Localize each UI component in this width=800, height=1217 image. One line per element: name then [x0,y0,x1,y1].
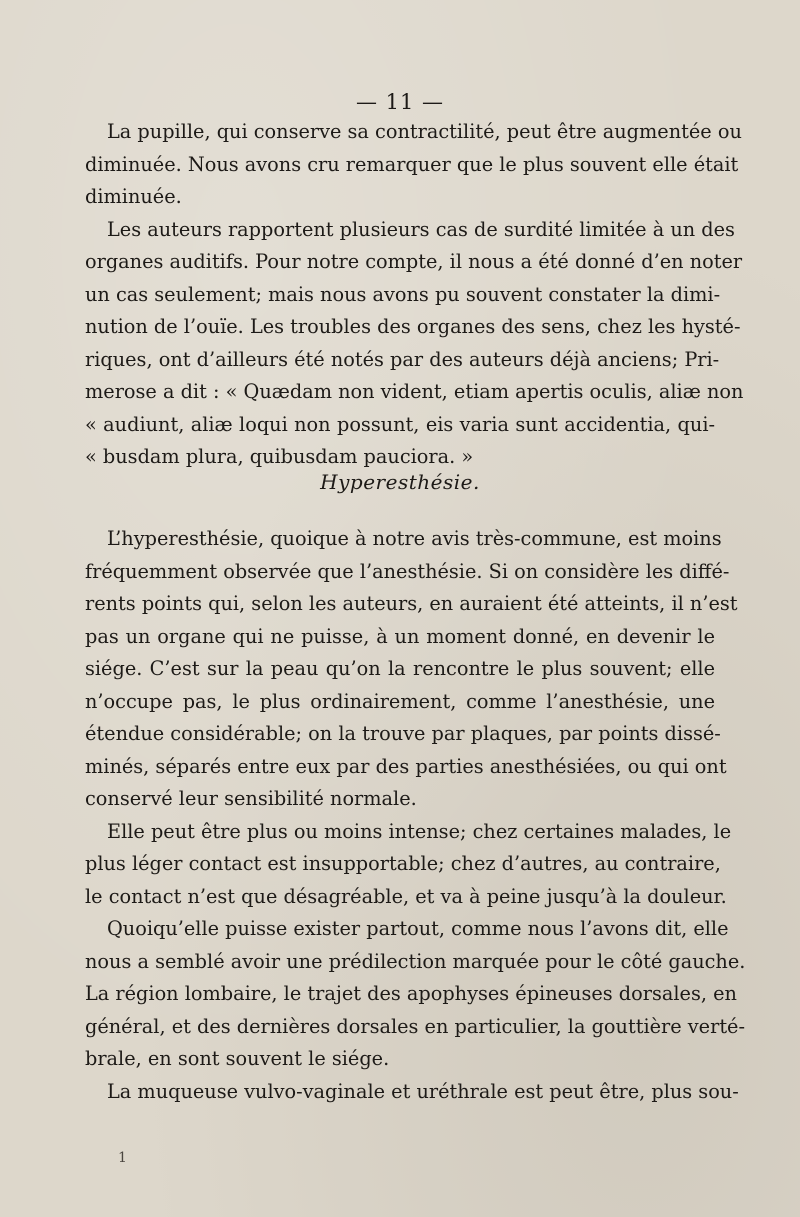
text-line: minés, séparés entre eux par des parties anesthésiées, ou qui ont [85,754,727,778]
text-line: nution de l’ouïe. Les troubles des organes des sens, chez les hysté- [85,315,741,338]
section-heading: Hyperesthésie. [320,470,480,494]
text-block-pupille [85,116,744,474]
text-line: rents points qui, selon les auteurs, en auraient été atteints, il n’est [85,592,738,615]
text-line: Quoiqu’elle puisse exister partout, comme nous l’avons dit, elle [107,917,729,940]
text-line: n’occupe pas, le plus ordinairement, comme l’anesthésie, une [85,689,715,713]
text-line: « audiunt, aliæ loqui non possunt, eis varia sunt accidentia, qui- [85,412,715,436]
page-number: — 11 — [355,90,445,114]
text-line: L’hyperesthésie, quoique à notre avis très-commune, est moins [107,527,722,550]
text-line: nous a semblé avoir une prédilection marquée pour le côté gauche. [85,949,746,973]
text-line: fréquemment observée que l’anesthésie. Si on considère les diffé- [85,559,730,583]
text-line: Elle peut être plus ou moins intense; chez certaines malades, le [107,819,732,843]
text-block-hyperesthesie [85,523,746,1108]
text-line: diminuée. Nous avons cru remarquer que le plus souvent elle était [85,152,739,176]
text-line: étendue considérable; on la trouve par plaques, par points dissé- [85,722,721,745]
footer-mark: 1 [118,1150,127,1166]
text-line: plus léger contact est insupportable; chez d’autres, au contraire, [85,852,721,875]
text-line: diminuée. [85,185,182,208]
text-line: La pupille, qui conserve sa contractilité, peut être augmentée ou [107,120,742,143]
text-line: La muqueuse vulvo-vaginale et uréthrale est peut être, plus sou- [107,1079,739,1103]
text-line: brale, en sont souvent le siége. [85,1047,390,1070]
text-line: merose a dit : « Quædam non vident, etiam apertis oculis, aliæ non [85,380,744,403]
text-line: La région lombaire, le trajet des apophyses épineuses dorsales, en [85,982,737,1005]
text-line: le contact n’est que désagréable, et va à peine jusqu’à la douleur. [85,884,727,908]
text-line: pas un organe qui ne puisse, à un moment donné, en devenir le [85,624,715,648]
text-line: conservé leur sensibilité normale. [85,787,417,810]
text-line: « busdam plura, quibusdam pauciora. » [85,445,474,468]
text-line: un cas seulement; mais nous avons pu souvent constater la dimi- [85,282,721,306]
text-line: riques, ont d’ailleurs été notés par des auteurs déjà anciens; Pri- [85,347,720,371]
text-line: organes auditifs. Pour notre compte, il nous a été donné d’en noter [85,250,743,273]
text-line: Les auteurs rapportent plusieurs cas de surdité limitée à un des [107,217,735,241]
text-line: siége. C’est sur la peau qu’on la rencontre le plus souvent; elle [85,657,715,680]
text-line: général, et des dernières dorsales en particulier, la gouttière verté- [85,1014,745,1038]
